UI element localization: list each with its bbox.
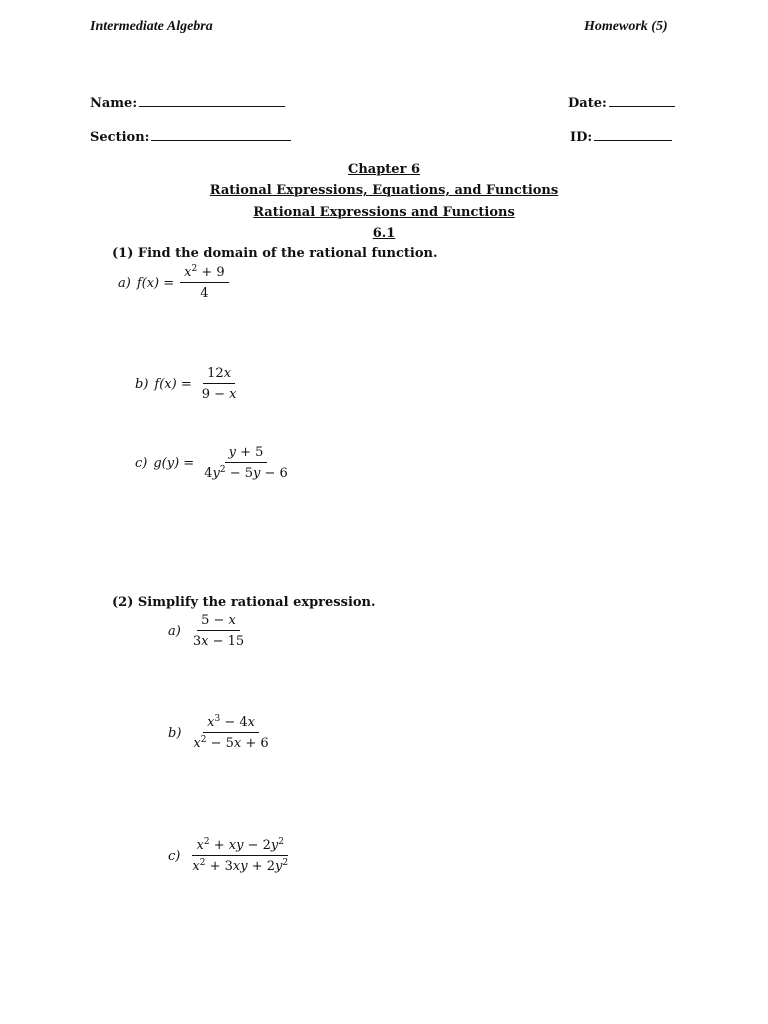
q1b-expression — [135, 366, 241, 402]
q1c-expression — [135, 445, 292, 481]
q2b-fraction: $\frac{x^3 - 4x}{x^2 - 5x + 6}$ — [193, 714, 269, 751]
topic-title: Rational Expressions, Equations, and Functions — [209, 183, 559, 198]
q2a-label: a) — [168, 623, 181, 639]
q2c-fraction: $\frac{x^2 + xy - 2y^2}{x^2 + 3xy + 2y^2}$ — [192, 837, 289, 874]
section-number: 6.1 — [372, 226, 396, 241]
course-title: Intermediate Algebra — [90, 19, 213, 34]
q2a-expression — [168, 613, 248, 649]
name-field — [90, 94, 285, 111]
homework-label: Homework (5) — [584, 19, 668, 34]
question-2-prompt: (2) Simplify the rational expression. — [112, 595, 376, 610]
id-label: ID: — [570, 130, 593, 145]
q2b-expression — [168, 715, 273, 751]
q1a-expression — [118, 265, 229, 301]
section-field — [90, 128, 291, 145]
name-label: Name: — [90, 96, 138, 111]
q1a-fraction: $\frac{x^2 + 9}{4}$ — [180, 265, 229, 301]
q1b-label: b) — [135, 376, 149, 392]
subtopic-title: Rational Expressions and Functions — [253, 205, 515, 220]
chapter-title: Chapter 6 — [347, 162, 420, 177]
date-label: Date: — [568, 96, 607, 111]
id-field — [570, 128, 672, 145]
q1a-label: a) — [118, 275, 131, 291]
q2a-fraction: $\frac{5 - x}{3x - 15}$ — [192, 613, 245, 649]
q2c-label: c) — [168, 848, 181, 864]
q2c-expression — [168, 838, 292, 874]
q1c-fraction: $\frac{y + 5}{4y^2 - 5y - 6}$ — [204, 445, 288, 481]
date-field — [568, 94, 675, 111]
section-label: Section: — [90, 130, 150, 145]
question-1-prompt: (1) Find the domain of the rational function. — [112, 246, 438, 261]
section-blank[interactable] — [151, 128, 291, 141]
q2b-label: b) — [168, 725, 182, 741]
q1c-function: g(y) = — [153, 455, 195, 471]
date-blank[interactable] — [609, 94, 675, 107]
id-blank[interactable] — [594, 128, 672, 141]
q1c-label: c) — [135, 455, 148, 471]
name-blank[interactable] — [139, 94, 285, 107]
q1a-function: f(x) = — [136, 275, 175, 291]
q1b-fraction: $\frac{12x}{9 - x}$ — [201, 366, 237, 402]
q1b-function: f(x) = — [154, 376, 192, 392]
